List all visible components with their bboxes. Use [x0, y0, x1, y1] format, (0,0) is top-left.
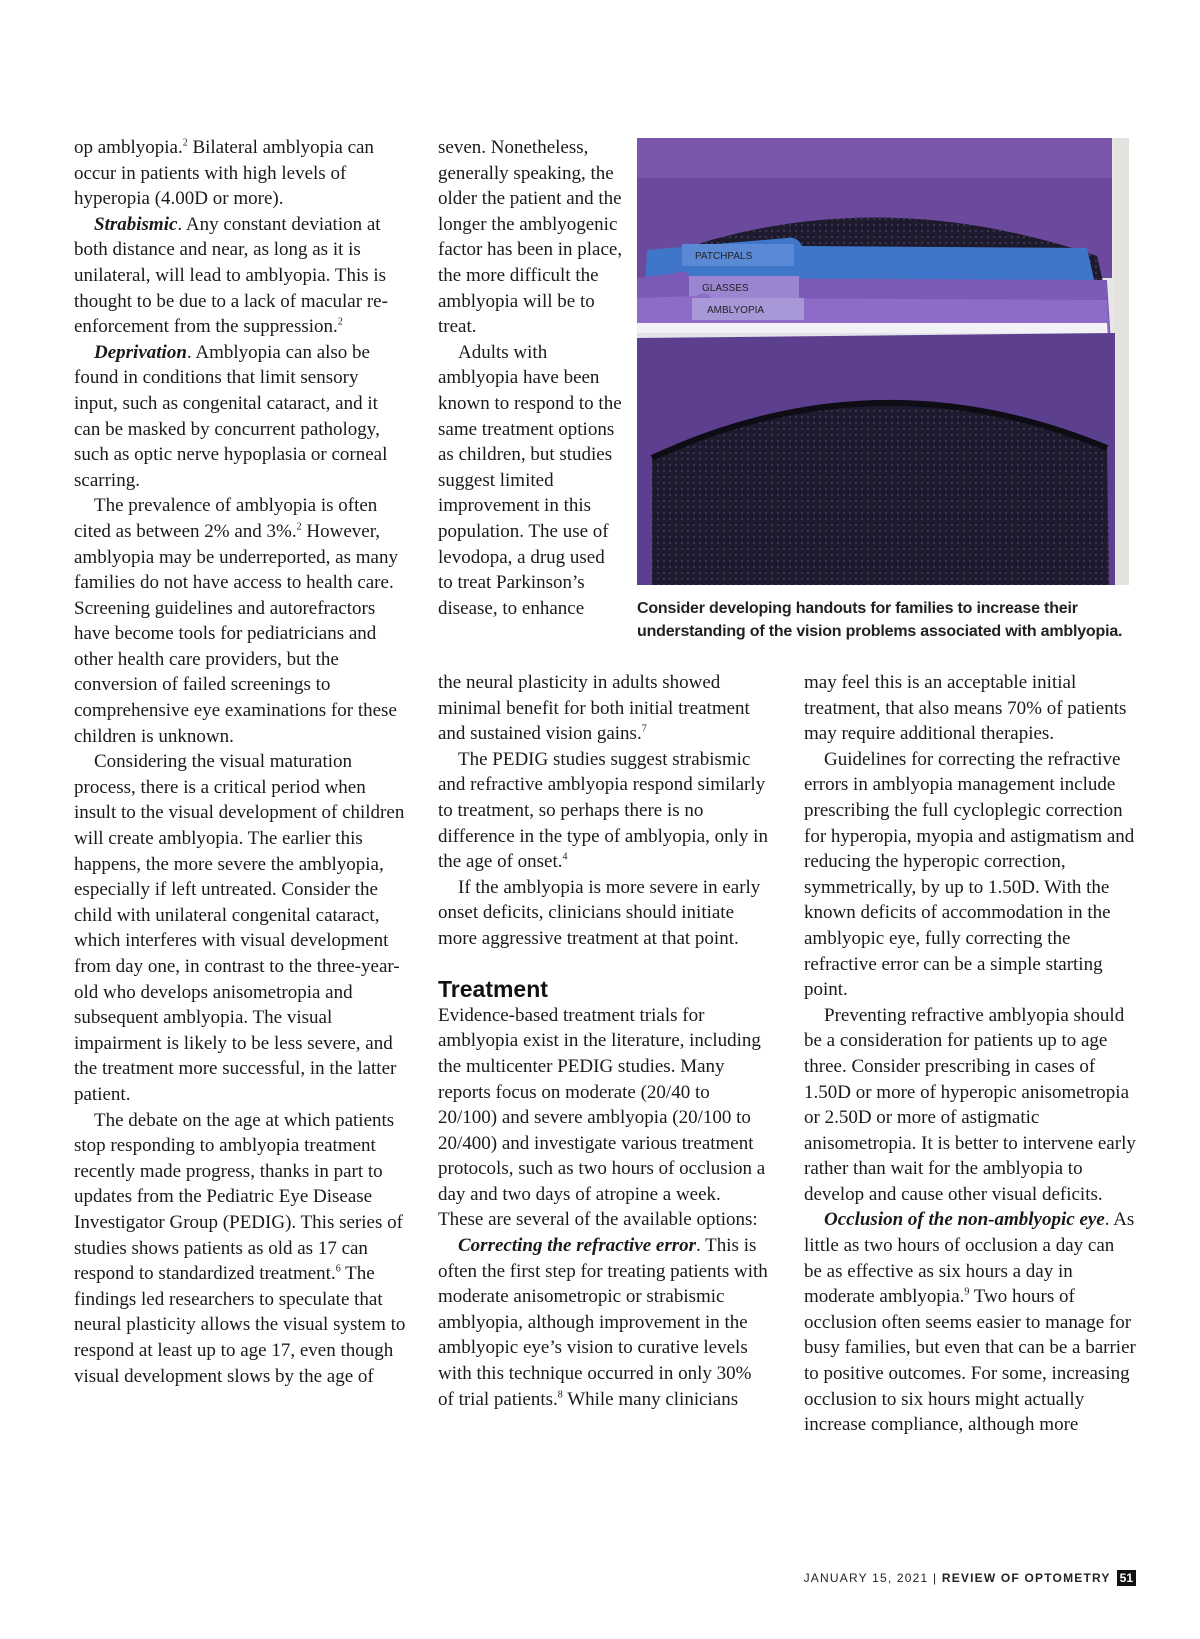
section-heading-treatment: Treatment [438, 976, 548, 1003]
paragraph: the neural plasticity in adults showed minimal benefit for both initial treatment and sustained vision gains.$^7$ [438, 672, 750, 745]
tab-label: GLASSES [702, 283, 749, 294]
column-1 [74, 135, 406, 1389]
paragraph-severe: If the amblyopia is more severe in early onset deficits, clinicians should initiate more aggressive treatment at that point. [438, 876, 761, 949]
paragraph-adults: Adults with amblyopia have been known to respond to the same treatment options as children, but studies suggest limited improvement in this population. The use of levodopa, a drug used to treat Parkinson’s disease, to enhance [438, 341, 622, 619]
strabismic-label: Strabismic [94, 213, 178, 235]
paragraph-pedig: The PEDIG studies suggest strabismic and refractive amblyopia respond similarly to treatment, so perhaps there is no difference in the type of amblyopia, only in the age of onset.$^4$ [438, 748, 768, 873]
photo-caption: Consider developing handouts for families to increase their understanding of the vision problems associated with amblyopia. [637, 600, 1123, 640]
tab-label: AMBLYOPIA [707, 305, 765, 316]
column-2 [438, 670, 770, 1412]
paragraph-guidelines: Guidelines for correcting the refractive errors in amblyopia management include prescribing the full cycloplegic correction for hyperopia, myopia and astigmatism and reducing the hyperopic correction, symmetrically, by up to 1.50D. With the known deficits of accommodation in the amblyopic eye, fully correcting the refractive error can be a simple starting point. [804, 748, 1135, 1001]
paragraph-strabismic: Strabismic. Any constant deviation at both distance and near, as long as it is unilateral, will lead to amblyopia. This is thought to be due to a lack of macular re-enforcement from the suppression.$^2$ [74, 213, 388, 338]
tab-label: PATCHPALS [695, 251, 753, 262]
paragraph-prevalence: The prevalence of amblyopia is often cited as between 2% and 3%.$^2$ However, amblyopia may be underreported, as many families do not have access to health care. Screening guidelines and autorefractors have become tools for pediatricians and other health care providers, but the conversion of failed screenings to comprehensive eye examinations for these children is unknown. [74, 495, 398, 747]
occlusion-label: Occlusion of the non-amblyopic eye [824, 1209, 1105, 1231]
correcting-label: Correcting the refractive error [458, 1235, 697, 1257]
paragraph-evidence: Evidence-based treatment trials for amblyopia exist in the literature, including the multicenter PEDIG studies. Many reports focus on moderate (20/40 to 20/100) and severe amblyopia (20/100 to 20/400) and investigate various treatment protocols, such as two hours of occlusion a day and two days of atropine a week. These are several of the available options: [438, 1004, 766, 1231]
paragraph-correcting: Correcting the refractive error. This is often the first step for treating patients with moderate anisometropic or strabismic amblyopia, although improvement in the amblyopic eye’s vision to curative levels with this technique occurred in only 30% of trial patients.$^8$ While many clinicians [438, 1235, 768, 1410]
column-3 [804, 670, 1136, 1438]
page-number: 51 [1117, 1570, 1136, 1586]
paragraph-preventing: Preventing refractive amblyopia should be a consideration for patients up to age three. Consider prescribing in cases of 1.50D or more of hyperopic anisometropia or 2.50D or more of astigmatic anisometropia. It is better to intervene early rather than wait for the amblyopia to develop and cause other visual deficits. [804, 1004, 1136, 1205]
journal-name: REVIEW OF OPTOMETRY [941, 1571, 1111, 1585]
folder-organizer-image [637, 138, 1129, 585]
column-2-upper [438, 135, 624, 621]
paragraph-occlusion: Occlusion of the non-amblyopic eye. As little as two hours of occlusion a day can be as effective as six hours a day in moderate amblyopia.$^9$ Two hours of occlusion often seems easier to manage for busy families, but even that can be a barrier to positive outcomes. For some, increasing occlusion to six hours might actually increase compliance, although more [804, 1209, 1136, 1436]
photo-folder-organizer [637, 138, 1129, 585]
paragraph-visual-maturation: Considering the visual maturation process, there is a critical period when insult to the visual development of children will create amblyopia. The earlier this happens, the more severe the amblyopia, especially if left untreated. Consider the child with unilateral congenital cataract, which interferes with visual development from day one, in contrast to the three-year-old who develops anisometropia and subsequent amblyopia. The visual impairment is likely to be less severe, and the treatment more successful, in the latter patient. [74, 751, 405, 1105]
issue-date: JANUARY 15, 2021 [803, 1571, 929, 1585]
paragraph: op amblyopia.$^2$ Bilateral amblyopia can occur in patients with high levels of hyperopia (4.00D or more). [74, 137, 374, 210]
paragraph: may feel this is an acceptable initial treatment, that also means 70% of patients may require additional therapies. [804, 672, 1127, 745]
paragraph-debate: The debate on the age at which patients stop responding to amblyopia treatment recently made progress, thanks in part to updates from the Pediatric Eye Disease Investigator Group (PEDIG). This series of studies shows patients as old as 17 can respond to standardized treatment.$^6$ The findings led researchers to speculate that neural plasticity allows the visual system to respond at least up to age 17, even though visual development slows by the age of [74, 1109, 406, 1387]
deprivation-label: Deprivation [94, 341, 187, 363]
paragraph: seven. Nonetheless, generally speaking, the older the patient and the longer the amblyogenic factor has been in place, the more difficult the amblyopia will be to treat. [438, 137, 623, 338]
page-footer: JANUARY 15, 2021 | REVIEW OF OPTOMETRY 51 [804, 1570, 1136, 1586]
paragraph-deprivation: Deprivation. Amblyopia can also be found in conditions that limit sensory input, such as congenital cataract, and it can be masked by concurrent pathology, such as optic nerve hypoplasia or corneal scarring. [74, 341, 388, 491]
